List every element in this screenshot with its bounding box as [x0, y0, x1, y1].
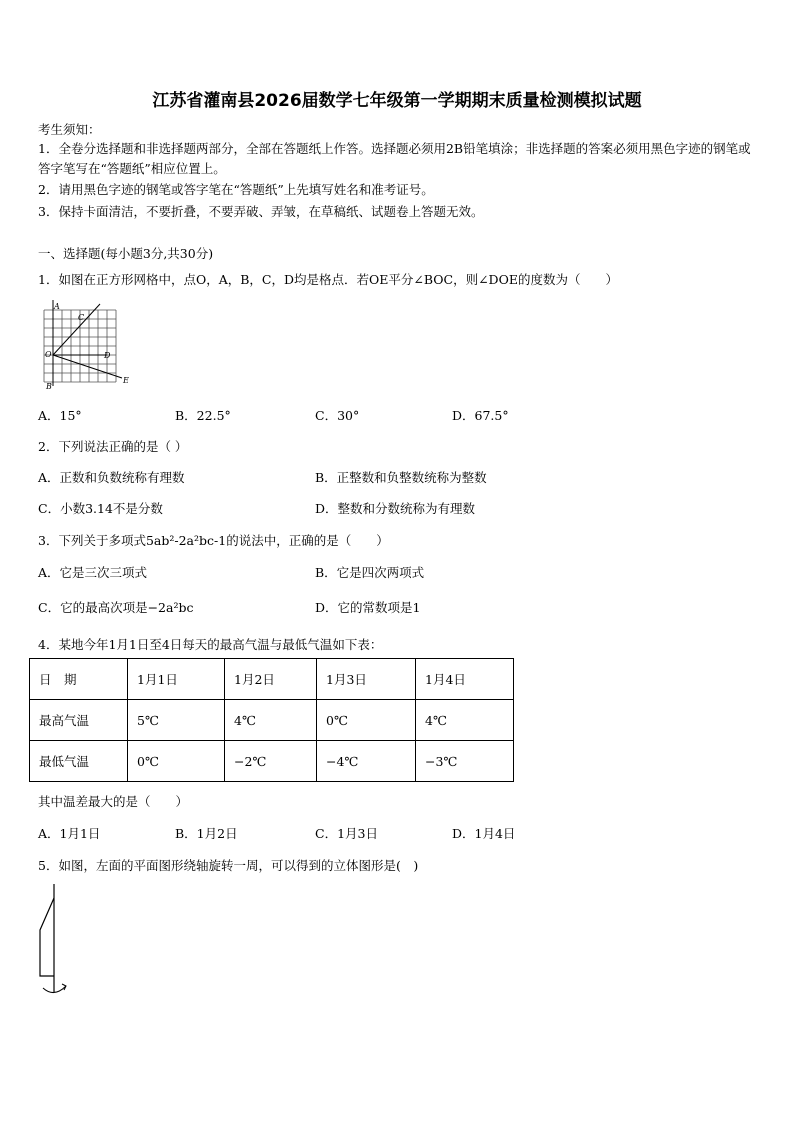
notice-item-2: 2．请用黑色字迹的钢笔或答字笔在“答题纸”上先填写姓名和准考证号。: [38, 182, 434, 197]
table-cell: 1月3日: [317, 659, 416, 700]
label-c: C: [78, 313, 85, 322]
q3-option-a: A．它是三次三项式: [38, 565, 148, 580]
table-row: [30, 659, 514, 700]
q1-option-d: D．67.5°: [452, 408, 509, 423]
table-cell: −3℃: [416, 741, 514, 782]
q1-grid-figure: [40, 300, 140, 390]
q1-stem: 1．如图在正方形网格中，点O，A，B，C，D均是格点．若OE平分∠BOC，则∠DOE的度数为（ ）: [38, 272, 618, 287]
q2-option-d: D．整数和分数统称为有理数: [315, 501, 476, 516]
table-cell: 日 期: [30, 659, 128, 700]
table-cell: 4℃: [416, 700, 514, 741]
q5-rotation-figure: [34, 880, 84, 1000]
ray-oe: [53, 355, 122, 378]
notice-item-3: 3．保持卡面清洁，不要折叠，不要弄破、弄皱，在草稿纸、试题卷上答题无效。: [38, 204, 484, 219]
table-cell: 1月2日: [225, 659, 317, 700]
table-cell: 4℃: [225, 700, 317, 741]
q3-option-c: C．它的最高次项是−2a²bc: [38, 600, 194, 615]
label-e: E: [123, 376, 129, 385]
section-heading: 一、选择题(每小题3分,共30分): [38, 246, 214, 261]
label-d: D: [104, 351, 111, 360]
q2-option-b: B．正整数和负整数统称为整数: [315, 470, 487, 485]
table-cell: 5℃: [128, 700, 225, 741]
table-cell: 0℃: [317, 700, 416, 741]
q5-stem: 5．如图，左面的平面图形绕轴旋转一周，可以得到的立体图形是( ): [38, 858, 419, 873]
q2-stem: 2．下列说法正确的是（ ）: [38, 439, 188, 454]
q4-followup: 其中温差最大的是（ ）: [38, 794, 189, 809]
table-cell: −2℃: [225, 741, 317, 782]
q1-option-a: A．15°: [38, 408, 82, 423]
temperature-table: [29, 658, 514, 782]
q3-option-b: B．它是四次两项式: [315, 565, 425, 580]
q1-option-c: C．30°: [315, 408, 360, 423]
q3-option-d: D．它的常数项是1: [315, 600, 421, 615]
table-cell: 1月4日: [416, 659, 514, 700]
label-b: B: [46, 382, 52, 391]
page-title: 江苏省灌南县2026届数学七年级第一学期期末质量检测模拟试题: [152, 91, 642, 111]
q1-option-b: B．22.5°: [175, 408, 231, 423]
plane-shape: [40, 898, 54, 976]
q4-option-c: C．1月3日: [315, 826, 378, 841]
q4-stem: 4．某地今年1月1日至4日每天的最高气温与最低气温如下表：: [38, 637, 383, 652]
table-row: [30, 741, 514, 782]
q4-option-a: A．1月1日: [38, 826, 101, 841]
table-cell: −4℃: [317, 741, 416, 782]
notice-heading: 考生须知：: [38, 122, 101, 137]
q2-option-c: C．小数3.14不是分数: [38, 501, 163, 516]
table-cell: 最低气温: [30, 741, 128, 782]
q4-option-d: D．1月4日: [452, 826, 516, 841]
q3-stem: 3．下列关于多项式5ab²-2a²bc-1的说法中，正确的是（ ）: [38, 533, 389, 548]
q4-option-b: B．1月2日: [175, 826, 238, 841]
table-cell: 1月1日: [128, 659, 225, 700]
notice-item-1: 1．全卷分选择题和非选择题两部分，全部在答题纸上作答。选择题必须用2B铅笔填涂；非选择题的答案必须用黑色字迹的钢笔或答字笔写在“答题纸”相应位置上。: [38, 141, 751, 176]
q2-option-a: A．正数和负数统称有理数: [38, 470, 185, 485]
table-cell: 最高气温: [30, 700, 128, 741]
table-row: [30, 700, 514, 741]
ray-oc: [53, 304, 100, 355]
label-o: O: [45, 350, 52, 359]
label-a: A: [54, 302, 60, 311]
table-cell: 0℃: [128, 741, 225, 782]
